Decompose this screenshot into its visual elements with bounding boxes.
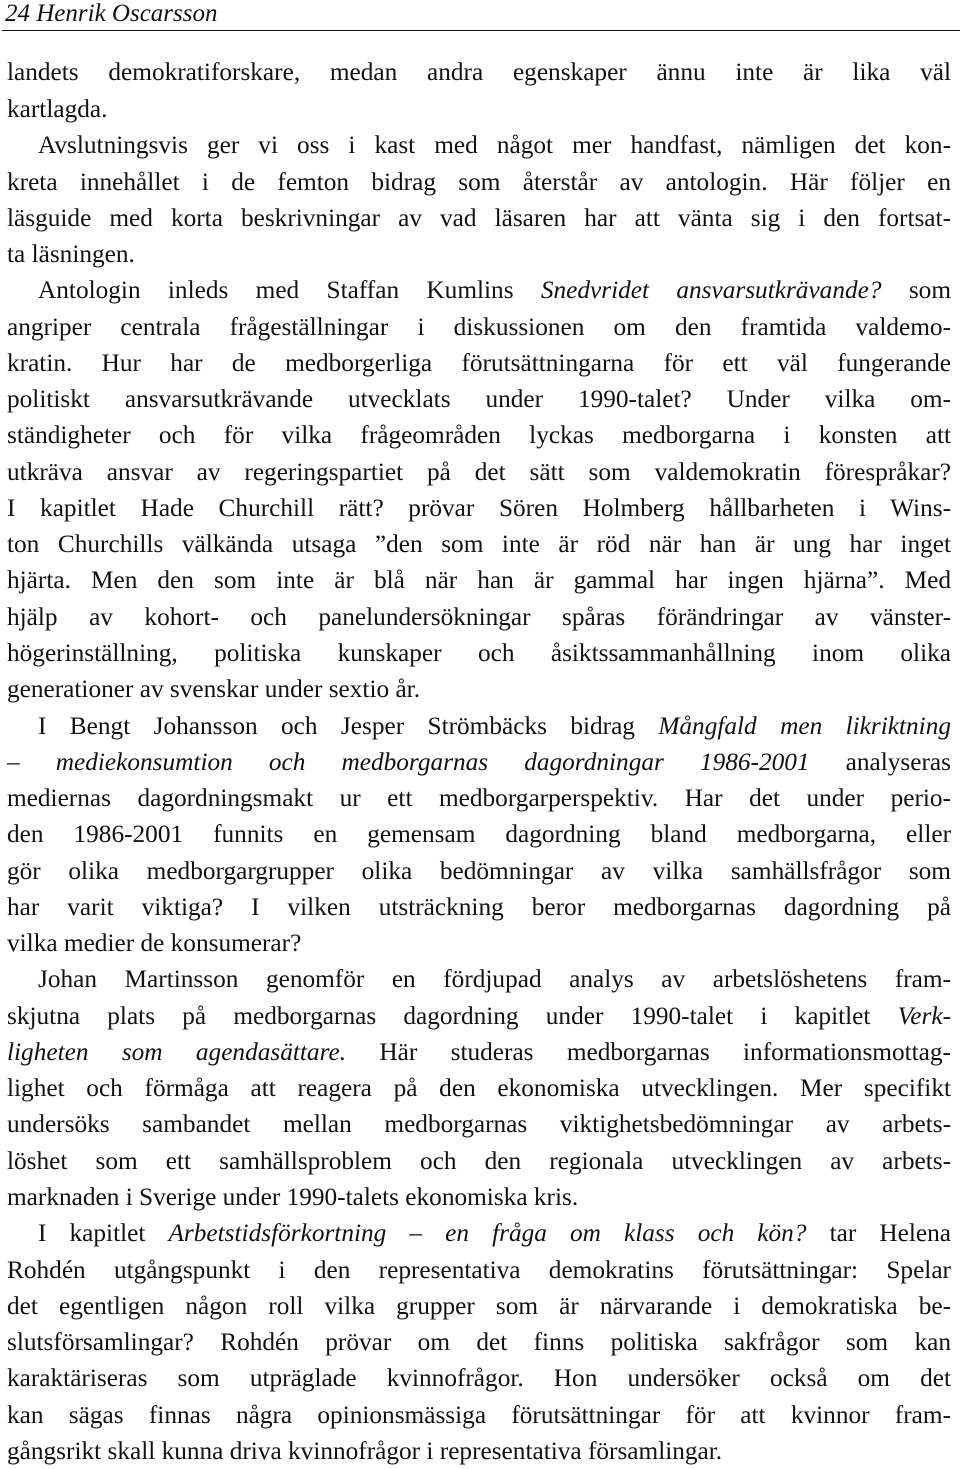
text-segment: det egentligen någon roll vilka grupper som är närvarande i demokratiska be- (7, 1291, 951, 1320)
text-line (7, 1179, 951, 1215)
text-line (7, 998, 951, 1034)
text-line (7, 780, 951, 816)
text-line (7, 744, 951, 780)
text-segment: I kapitlet Hade Churchill rätt? prövar Sören Holmberg hållbarheten i Wins- (7, 493, 951, 522)
text-line (7, 417, 951, 453)
text-line (7, 1143, 951, 1179)
text-segment: analyseras (809, 747, 951, 776)
text-line (7, 1360, 951, 1396)
text-segment: gångsrikt skall kunna driva kvinnofrågor i representativa församlingar. (7, 1436, 723, 1465)
text-line (7, 1070, 951, 1106)
text-segment: marknaden i Sverige under 1990-talets ekonomiska kris. (7, 1182, 579, 1211)
text-segment: ton Churchills välkända utsaga ”den som inte är röd när han är ung har inget (7, 530, 951, 559)
text-line (7, 1106, 951, 1142)
text-segment: generationer av svenskar under sextio år. (7, 675, 421, 704)
text-segment: ständigheter och för vilka frågeområden lyckas medborgarna i konsten att (7, 421, 951, 450)
text-segment: gör olika medborgargrupper olika bedömningar av vilka samhällsfrågor som (7, 856, 951, 885)
italic-title-text: Arbetstidsförkortning – en fråga om klass och kön? (168, 1219, 807, 1248)
text-segment: Avslutningsvis ger vi oss i kast med något mer handfast, nämligen det kon- (38, 131, 951, 160)
text-segment: mediernas dagordningsmakt ur ett medborgarperspektiv. Har det under perio- (7, 784, 951, 813)
text-segment: löshet som ett samhällsproblem och den regionala utvecklingen av arbets- (7, 1146, 951, 1175)
running-head-author: Henrik Oscarsson (36, 0, 218, 27)
text-segment: utkräva ansvar av regeringspartiet på det sätt som valdemokratin förespråkar? (7, 457, 951, 486)
italic-title-text: Mångfald men likriktning (658, 711, 951, 740)
text-line (7, 54, 951, 91)
text-segment: vilka medier de konsumerar? (7, 929, 302, 958)
header-rule (2, 30, 960, 31)
text-segment: skjutna plats på medborgarnas dagordning under 1990-talet i kapitlet (7, 1001, 898, 1030)
text-line (7, 236, 951, 272)
text-segment: karaktäriseras som utpräglade kvinnofrågor. Hon undersöker också om det (7, 1364, 951, 1393)
text-line (7, 1034, 951, 1070)
text-segment: landets demokratiforskare, medan andra egenskaper ännu inte är lika väl (7, 58, 951, 86)
text-line (7, 853, 951, 889)
text-segment: Rohdén utgångspunkt i den representativa demokratins förutsättningar: Spelar (7, 1255, 951, 1284)
text-line (7, 961, 951, 997)
text-segment: kratin. Hur har de medborgerliga förutsättningarna för ett väl fungerande (7, 348, 951, 377)
text-line (7, 1397, 951, 1433)
text-line (7, 200, 951, 236)
text-line (7, 599, 951, 635)
text-line (7, 272, 951, 308)
text-line (7, 1288, 951, 1324)
text-line (7, 889, 951, 925)
text-line (7, 91, 951, 127)
text-line (7, 1215, 951, 1251)
text-line (7, 164, 951, 200)
page-number: 24 (5, 0, 30, 27)
running-head (5, 0, 218, 28)
text-segment: hjärta. Men den som inte är blå när han är gammal har ingen hjärna”. Med (7, 566, 951, 595)
text-segment: Här studeras medborgarnas informationsmottag- (346, 1037, 951, 1066)
text-line (7, 708, 951, 744)
text-line (7, 1324, 951, 1360)
text-segment: slutsförsamlingar? Rohdén prövar om det finns politiska sakfrågor som kan (7, 1328, 951, 1357)
text-line (7, 381, 951, 417)
text-segment: Johan Martinsson genomför en fördjupad analys av arbetslöshetens fram- (38, 965, 951, 994)
text-line (7, 127, 951, 163)
text-segment: den 1986-2001 funnits en gemensam dagordning bland medborgarna, eller (7, 820, 951, 849)
text-segment: kartlagda. (7, 95, 108, 123)
text-segment: lighet och förmåga att reagera på den ekonomiska utvecklingen. Mer specifikt (7, 1074, 951, 1103)
text-segment: läsguide med korta beskrivningar av vad läsaren har att vänta sig i den fortsat- (7, 203, 951, 232)
text-segment: kreta innehållet i de femton bidrag som återstår av antologin. Här följer en (7, 167, 951, 196)
text-segment: I Bengt Johansson och Jesper Strömbäcks bidrag (38, 711, 659, 740)
text-segment: tar Helena (806, 1219, 951, 1248)
text-line (7, 490, 951, 526)
italic-title-text: Snedvridet ansvarsutkrävande? (540, 276, 882, 305)
body-text (7, 54, 951, 1469)
text-line (7, 816, 951, 852)
italic-title-text: ligheten som agendasättare. (7, 1037, 347, 1066)
text-segment: ta läsningen. (7, 240, 135, 269)
text-line (7, 562, 951, 598)
text-line (7, 671, 951, 707)
text-segment: undersöks sambandet mellan medborgarnas viktighetsbedömningar av arbets- (7, 1110, 951, 1139)
text-segment: hjälp av kohort- och panelundersökningar spåras förändringar av vänster- (7, 602, 951, 631)
text-line (7, 526, 951, 562)
text-segment: I kapitlet (38, 1219, 169, 1248)
text-segment: politiskt ansvarsutkrävande utvecklats under 1990-talet? Under vilka om- (7, 385, 951, 414)
text-segment: kan sägas finnas några opinionsmässiga förutsättningar för att kvinnor fram- (7, 1400, 951, 1429)
text-segment: högerinställning, politiska kunskaper och åsiktssammanhållning inom olika (7, 638, 951, 667)
italic-title-text: Verk- (897, 1001, 951, 1030)
text-segment: som (881, 276, 951, 305)
text-line (7, 1433, 951, 1469)
text-line (7, 454, 951, 490)
text-segment: Antologin inleds med Staffan Kumlins (38, 276, 541, 305)
text-segment: har varit viktiga? I vilken utsträckning beror medborgarnas dagordning på (7, 892, 951, 921)
text-line (7, 635, 951, 671)
text-line (7, 309, 951, 345)
text-line (7, 925, 951, 961)
italic-title-text: – mediekonsumtion och medborgarnas dagordningar 1986-2001 (7, 747, 810, 776)
text-segment: angriper centrala frågeställningar i diskussionen om den framtida valdemo- (7, 312, 951, 341)
text-line (7, 1252, 951, 1288)
text-line (7, 345, 951, 381)
